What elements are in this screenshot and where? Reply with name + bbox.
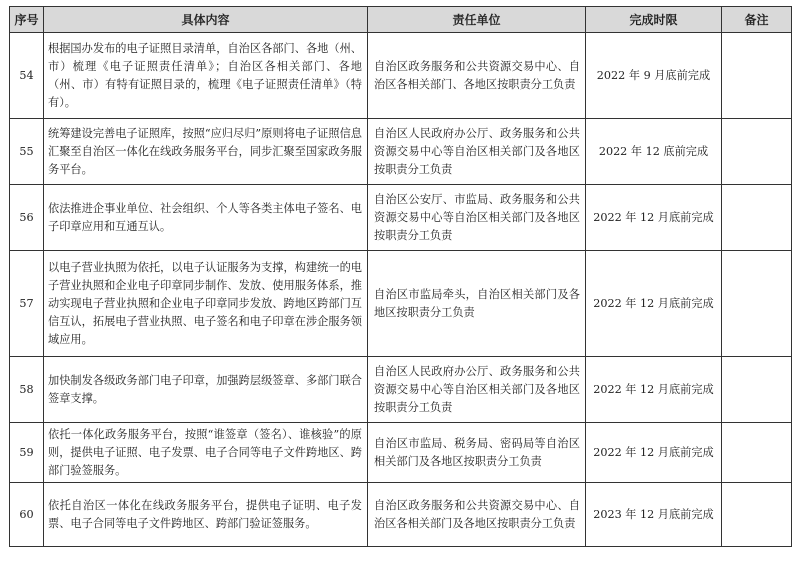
row-deadline: 2022 年 12 月底前完成 xyxy=(586,423,722,483)
header-content: 具体内容 xyxy=(44,7,368,33)
table-row xyxy=(10,33,792,119)
row-remark xyxy=(722,251,792,357)
row-remark xyxy=(722,483,792,547)
row-content: 加快制发各级政务部门电子印章，加强跨层级签章、多部门联合签章支撑。 xyxy=(44,357,368,423)
table-row xyxy=(10,357,792,423)
header-unit: 责任单位 xyxy=(368,7,586,33)
header-remark: 备注 xyxy=(722,7,792,33)
row-deadline: 2022 年 12 月底前完成 xyxy=(586,185,722,251)
row-number: 59 xyxy=(10,423,44,483)
row-number: 55 xyxy=(10,119,44,185)
row-deadline: 2022 年 9 月底前完成 xyxy=(586,33,722,119)
table-row xyxy=(10,483,792,547)
table-row xyxy=(10,119,792,185)
row-deadline: 2022 年 12 月底前完成 xyxy=(586,251,722,357)
row-unit: 自治区市监局、税务局、密码局等自治区相关部门及各地区按职责分工负责 xyxy=(368,423,586,483)
row-unit: 自治区市监局牵头，自治区相关部门及各地区按职责分工负责 xyxy=(368,251,586,357)
table-row xyxy=(10,185,792,251)
row-content: 依托一体化政务服务平台，按照“谁签章（签名）、谁核验”的原则，提供电子证照、电子发票、电子合同等电子文件跨地区、跨部门验签服务。 xyxy=(44,423,368,483)
row-deadline: 2022 年 12 底前完成 xyxy=(586,119,722,185)
row-number: 56 xyxy=(10,185,44,251)
row-number: 60 xyxy=(10,483,44,547)
row-unit: 自治区公安厅、市监局、政务服务和公共资源交易中心等自治区相关部门及各地区按职责分工负责 xyxy=(368,185,586,251)
row-content: 统筹建设完善电子证照库，按照“应归尽归”原则将电子证照信息汇聚至自治区一体化在线政务服务平台，同步汇聚至国家政务服务平台。 xyxy=(44,119,368,185)
table-row xyxy=(10,251,792,357)
row-remark xyxy=(722,423,792,483)
row-unit: 自治区政务服务和公共资源交易中心、自治区各相关部门及各地区按职责分工负责 xyxy=(368,483,586,547)
row-unit: 自治区政务服务和公共资源交易中心、自治区各相关部门、各地区按职责分工负责 xyxy=(368,33,586,119)
task-table xyxy=(9,6,792,547)
row-number: 57 xyxy=(10,251,44,357)
table-row xyxy=(10,423,792,483)
row-deadline: 2022 年 12 月底前完成 xyxy=(586,357,722,423)
row-unit: 自治区人民政府办公厅、政务服务和公共资源交易中心等自治区相关部门及各地区按职责分工负责 xyxy=(368,119,586,185)
row-content: 根据国办发布的电子证照目录清单，自治区各部门、各地（州、市）梳理《电子证照责任清单》；自治区各相关部门、各地（州、市）有特有证照目录的，梳理《电子证照责任清单》（特有）。 xyxy=(44,33,368,119)
header-deadline: 完成时限 xyxy=(586,7,722,33)
row-remark xyxy=(722,185,792,251)
table-header-row xyxy=(10,7,792,33)
row-remark xyxy=(722,33,792,119)
row-content: 以电子营业执照为依托，以电子认证服务为支撑，构建统一的电子营业执照和企业电子印章同步制作、发放、使用服务体系，推动实现电子营业执照和企业电子印章同步发放、跨地区跨部门互信互认，拓展电子营业执照、电子签名和电子印章在涉企服务领域应用。 xyxy=(44,251,368,357)
row-number: 58 xyxy=(10,357,44,423)
row-content: 依法推进企事业单位、社会组织、个人等各类主体电子签名、电子印章应用和互通互认。 xyxy=(44,185,368,251)
row-content: 依托自治区一体化在线政务服务平台，提供电子证明、电子发票、电子合同等电子文件跨地区、跨部门验证签服务。 xyxy=(44,483,368,547)
row-deadline: 2023 年 12 月底前完成 xyxy=(586,483,722,547)
row-remark xyxy=(722,119,792,185)
header-no: 序号 xyxy=(10,7,44,33)
row-unit: 自治区人民政府办公厅、政务服务和公共资源交易中心等自治区相关部门及各地区按职责分工负责 xyxy=(368,357,586,423)
row-remark xyxy=(722,357,792,423)
row-number: 54 xyxy=(10,33,44,119)
